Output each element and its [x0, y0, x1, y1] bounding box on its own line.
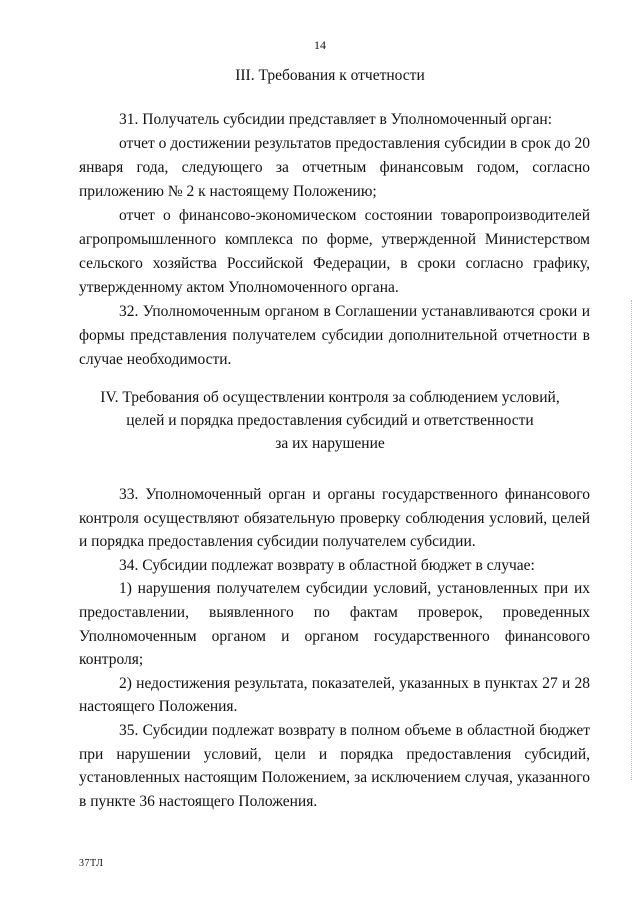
- paragraph-31-report-financial: отчет о финансово-экономическом состоянии товаропроизводителей агропромышленного комплекса по форме, утвержденной Министерством сельского хозяйства Российской Федерации, в сроки согласно графику, утвержденному актом Уполномоченного органа.: [79, 207, 590, 296]
- page-number: 14: [314, 38, 326, 52]
- paragraph-31-report-results: отчет о достижении результатов предоставления субсидии в срок до 20 января года, следующего за отчетным финансовым годом, согласно приложению № 2 к настоящему Положению;: [79, 135, 590, 200]
- paragraph-35: 35. Субсидии подлежат возврату в полном объеме в областной бюджет при нарушении условий, цели и порядка предоставления субсидий, установленных настоящим Положением, за исключением случая, указанного в пункте 36 настоящего Положения.: [79, 721, 590, 810]
- section-3-heading: III. Требования к отчетности: [235, 67, 425, 84]
- paragraph-34-item-1: 1) нарушения получателем субсидии условий, установленных при их предоставлении, выявленного по фактам проверок, проведенных Уполномоченным органом и органом государственного финансового контроля;: [79, 580, 590, 669]
- scan-edge-artifact: [630, 300, 632, 780]
- section-4-heading-line-1: IV. Требования об осуществлении контроля за соблюдением условий,: [100, 389, 560, 406]
- section-4-body: [79, 483, 590, 813]
- paragraph-33: 33. Уполномоченный орган и органы государственного финансового контроля осуществляют обязательную проверку соблюдения условий, целей и порядка предоставления субсидии получателем субсидии.: [79, 486, 590, 551]
- paragraph-31: 31. Получатель субсидии представляет в Уполномоченный орган:: [119, 111, 553, 128]
- footer-code: 37ТЛ: [79, 858, 104, 869]
- section-4-heading: [60, 386, 600, 455]
- section-3-body: [79, 108, 590, 372]
- paragraph-34-item-2: 2) недостижения результата, показателей, указанных в пунктах 27 и 28 настоящего Положения.: [79, 674, 590, 716]
- section-4-heading-line-3: за их нарушение: [275, 435, 385, 452]
- paragraph-34: 34. Субсидии подлежат возврату в областной бюджет в случае:: [119, 556, 535, 574]
- section-4-heading-line-2: целей и порядка предоставления субсидий и ответственности: [126, 412, 534, 429]
- paragraph-32: 32. Уполномоченным органом в Соглашении устанавливаются сроки и формы представления получателем субсидии дополнительной отчетности в случае необходимости.: [79, 303, 590, 368]
